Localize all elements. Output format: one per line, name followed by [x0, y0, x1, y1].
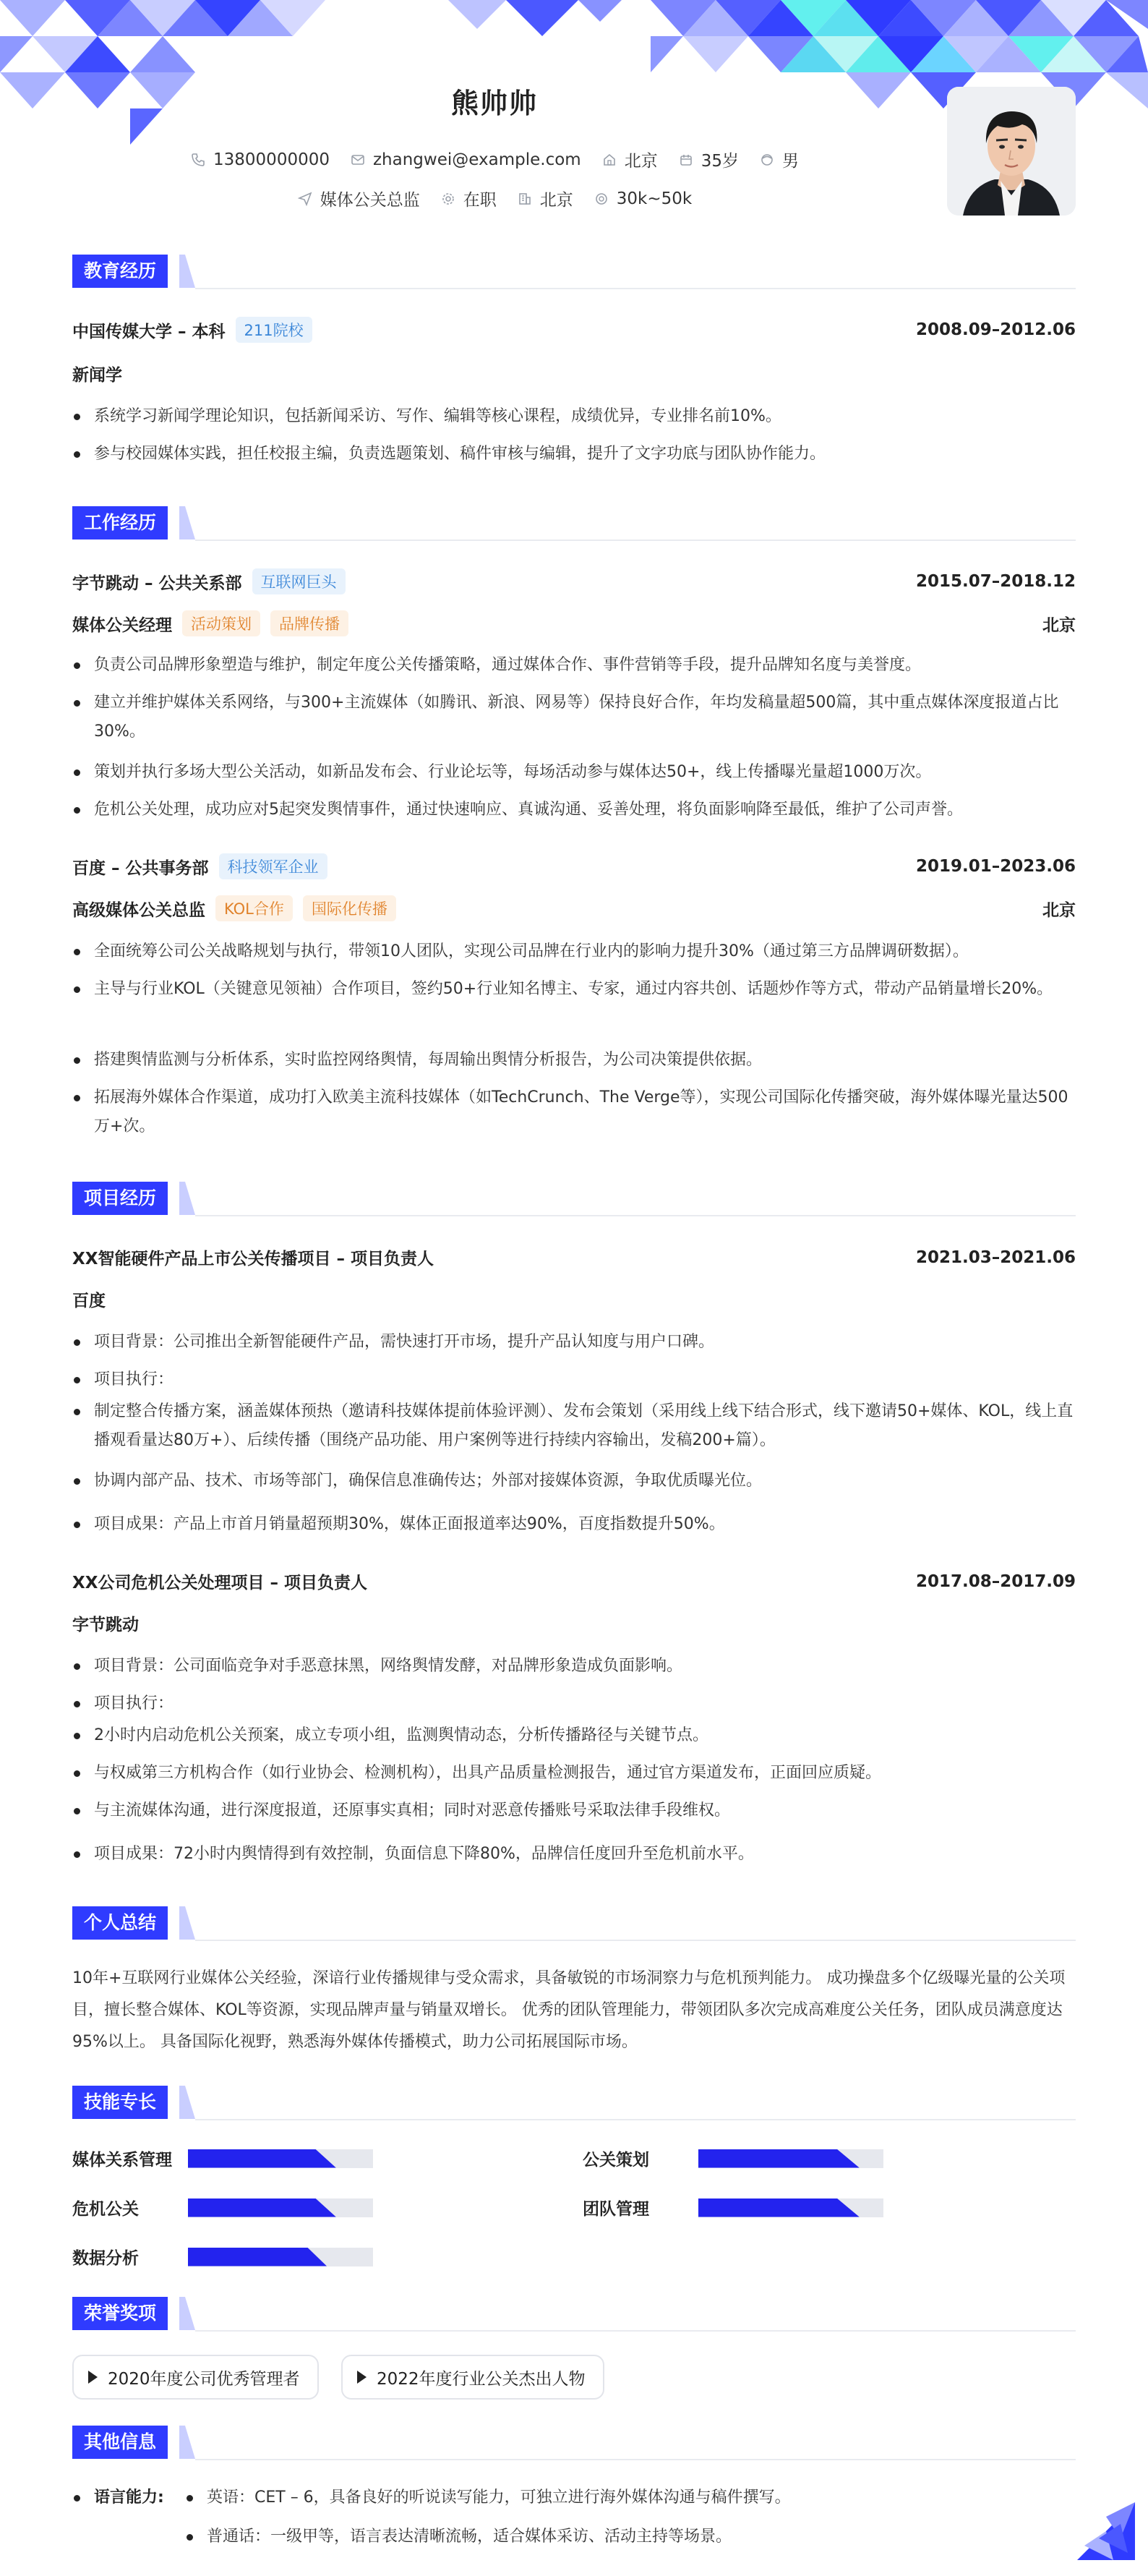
skill-bar-fill	[698, 2149, 860, 2168]
role-tag: 国际化传播	[303, 895, 396, 921]
skill-item	[583, 2196, 883, 2219]
skill-item	[72, 2245, 373, 2269]
honor-text: 2022年度行业公关杰出人物	[377, 2369, 586, 2389]
phone-icon	[190, 152, 206, 168]
list-item: 建立并维护媒体关系网络，与300+主流媒体（如腾讯、新浪、网易等）保持良好合作，年均发稿量超500篇，其中重点媒体深度报道占比30%。	[72, 688, 1076, 746]
section-divider	[195, 1940, 1076, 1941]
skill-item	[72, 2146, 373, 2170]
role-tag: 活动策划	[182, 610, 260, 636]
list-item: 负责公司品牌形象塑造与维护，制定年度公关传播策略，通过媒体合作、事件营销等手段，提升品牌知名度与美誉度。	[72, 651, 1076, 680]
list-item: 策划并执行多场大型公关活动，如新品发布会、行业论坛等，每场活动参与媒体达50+，线上传播曝光量超1000万次。	[72, 758, 1076, 787]
status-info	[440, 187, 497, 210]
age-info	[678, 148, 739, 171]
skill-bar-fill	[698, 2198, 860, 2217]
list-item: 搭建舆情监测与分析体系，实时监控网络舆情，每周输出舆情分析报告，为公司决策提供依据。	[72, 1046, 1076, 1075]
position-info	[297, 187, 420, 210]
language-label: 语言能力:	[94, 2488, 164, 2507]
work-1-header	[72, 568, 1076, 594]
list-item: 危机公关处理，成功应对5起突发舆情事件，通过快速响应、真诚沟通、妥善处理，将负面影响降至最低，维护了公司声誉。	[72, 796, 1076, 824]
heading-tail-decoration	[179, 1182, 195, 1215]
section-divider	[195, 288, 1076, 289]
project-org: 字节跳动	[72, 1616, 139, 1634]
corner-decoration	[1077, 2502, 1135, 2560]
skill-name: 公关策划	[583, 2151, 649, 2170]
project-date: 2021.03–2021.06	[915, 1248, 1076, 1267]
coin-icon	[594, 191, 609, 207]
honors-heading: 荣誉奖项	[72, 2297, 168, 2330]
honor-badge	[341, 2355, 604, 2400]
work-city: 北京	[1042, 900, 1076, 920]
list-item: 协调内部产品、技术、市场等部门，确保信息准确传达；外部对接媒体资源，争取优质曝光位。	[72, 1467, 1076, 1496]
project-date: 2017.08–2017.09	[915, 1571, 1076, 1591]
company-tag: 科技领军企业	[219, 853, 327, 879]
projects-heading: 项目经历	[72, 1182, 168, 1215]
skill-bar-fill	[188, 2198, 336, 2217]
skill-bar-fill	[188, 2248, 327, 2266]
education-header	[72, 317, 1076, 343]
list-item: 全面统筹公司公关战略规划与执行，带领10人团队，实现公司品牌在行业内的影响力提升30%（通过第三方品牌调研数据）。	[72, 937, 1076, 966]
contact-row	[72, 148, 917, 171]
section-divider	[195, 2459, 1076, 2460]
work-date: 2015.07–2018.12	[915, 572, 1076, 591]
phone-text: 13800000000	[213, 150, 330, 169]
play-icon	[88, 2371, 98, 2384]
list-item: 系统学习新闻学理论知识，包括新闻采访、写作、编辑等核心课程，成绩优异，专业排名前10%。	[72, 402, 1076, 431]
email-info	[350, 150, 581, 169]
email-text: zhangwei@example.com	[372, 150, 581, 169]
skill-item	[583, 2146, 883, 2170]
list-item: 英语：CET – 6，具备良好的听说读写能力，可独立进行海外媒体沟通与稿件撰写。	[185, 2483, 1076, 2512]
list-item: 参与校园媒体实践，担任校报主编，负责选题策划、稿件审核与编辑，提升了文字功底与团队协作能力。	[72, 440, 1076, 469]
education-section-title	[72, 255, 1076, 288]
summary-text: 10年+互联网行业媒体公关经验，深谙行业传播规律与受众需求，具备敏锐的市场洞察力与危机预判能力。 成功操盘多个亿级曝光量的公关项目，擅长整合媒体、KOL等资源，实现品牌声量与销量双增长。 优秀的团队管理能力，带领团队多次完成高难度公关任务，团队成员满意度达95%以上。 具备国际化视野，熟悉海外媒体传播模式，助力公司拓展国际市场。	[72, 1969, 1066, 2051]
company-name: 百度 – 公共事务部	[72, 858, 209, 878]
skill-name: 危机公关	[72, 2200, 139, 2219]
list-item: 项目执行：	[72, 1365, 1076, 1394]
heading-tail-decoration	[179, 2086, 195, 2119]
work-section-title	[72, 506, 1076, 539]
heading-tail-decoration	[179, 2297, 195, 2330]
role-tag: KOL合作	[215, 895, 293, 921]
send-icon	[297, 191, 313, 207]
section-divider	[195, 2330, 1076, 2332]
list-item: 普通话：一级甲等，语言表达清晰流畅，适合媒体采访、活动主持等场景。	[185, 2522, 1076, 2551]
list-item: 主导与行业KOL（关键意见领袖）合作项目，签约50+行业知名博主、专家，通过内容共创、话题炒作等方式，带动产品销量增长20%。	[72, 975, 1076, 1004]
skill-item	[72, 2196, 373, 2219]
heading-tail-decoration	[179, 506, 195, 539]
project-1-org-row	[72, 1287, 1076, 1311]
project-title: XX公司危机公关处理项目 – 项目负责人	[72, 1574, 367, 1592]
skill-bar	[698, 2149, 883, 2168]
section-divider	[195, 539, 1076, 541]
target-city-info	[517, 187, 573, 210]
work-date: 2019.01–2023.06	[915, 857, 1076, 876]
major-row	[72, 362, 1076, 385]
list-item: 与主流媒体沟通，进行深度报道，还原事实真相；同时对恶意传播账号采取法律手段维权。	[72, 1796, 1076, 1825]
salary-info	[594, 189, 692, 208]
list-item: 项目背景：公司推出全新智能硬件产品，需快速打开市场，提升产品认知度与用户口碑。	[72, 1328, 1076, 1357]
list-item: 与权威第三方机构合作（如行业协会、检测机构），出具产品质量检测报告，通过官方渠道发布，正面回应质疑。	[72, 1759, 1076, 1788]
gender-info	[759, 148, 799, 171]
other-heading: 其他信息	[72, 2426, 168, 2459]
position-text: 媒体公关总监	[320, 191, 420, 210]
company-tag: 互联网巨头	[252, 568, 346, 594]
heading-tail-decoration	[179, 2426, 195, 2459]
target-city-text: 北京	[539, 191, 573, 210]
work-2-header	[72, 853, 1076, 879]
city-text: 北京	[624, 152, 658, 171]
list-item: 制定整合传播方案，涵盖媒体预热（邀请科技媒体提前体验评测）、发布会策划（采用线上线下结合形式，线下邀请50+媒体、KOL，线上直播观看量达80万+）、后续传播（围绕产品功能、用户案例等进行持续内容输出，发稿200+篇）。	[72, 1397, 1076, 1455]
profile-photo	[947, 87, 1076, 216]
building-icon	[517, 191, 533, 207]
major-name: 新闻学	[72, 366, 122, 385]
project-title: XX智能硬件产品上市公关传播项目 – 项目负责人	[72, 1250, 434, 1268]
other-section-title	[72, 2426, 1076, 2459]
school-tag: 211院校	[236, 317, 312, 343]
work-2-role	[72, 895, 1076, 921]
skill-bar	[698, 2198, 883, 2217]
calendar-icon	[678, 152, 694, 168]
skill-name: 媒体关系管理	[72, 2151, 172, 2170]
status-text: 在职	[463, 191, 497, 210]
home-icon	[601, 152, 617, 168]
role-tag: 品牌传播	[270, 610, 348, 636]
list-item: 2小时内启动危机公关预案，成立专项小组，监测舆情动态，分析传播路径与关键节点。	[72, 1721, 1076, 1750]
gear-icon	[440, 191, 456, 207]
summary-heading: 个人总结	[72, 1906, 168, 1940]
candidate-name: 熊帅帅	[450, 88, 538, 119]
skill-name: 数据分析	[72, 2249, 139, 2268]
work-heading: 工作经历	[72, 506, 168, 539]
mail-icon	[350, 152, 366, 168]
section-divider	[195, 1215, 1076, 1216]
salary-text: 30k~50k	[616, 189, 693, 208]
project-1-header	[72, 1245, 1076, 1269]
school-name: 中国传媒大学 – 本科	[72, 322, 226, 341]
skill-bar	[188, 2149, 373, 2168]
skills-section-title	[72, 2086, 1076, 2119]
city-info	[601, 148, 658, 171]
age-text: 35岁	[701, 152, 739, 171]
honor-text: 2020年度公司优秀管理者	[108, 2369, 300, 2389]
skill-name: 团队管理	[583, 2200, 649, 2219]
play-icon	[357, 2371, 367, 2384]
gender-text: 男	[781, 152, 799, 171]
phone-info	[190, 150, 330, 169]
skill-bar-fill	[188, 2149, 336, 2168]
avatar	[947, 87, 1076, 216]
company-name: 字节跳动 – 公共关系部	[72, 573, 242, 593]
heading-tail-decoration	[179, 1906, 195, 1940]
project-org: 百度	[72, 1292, 106, 1310]
role-title: 媒体公关经理	[72, 615, 172, 635]
list-item: 项目执行：	[72, 1689, 1076, 1718]
language-label-item	[72, 2483, 188, 2512]
education-heading: 教育经历	[72, 255, 168, 288]
project-2-header	[72, 1569, 1076, 1593]
project-2-org-row	[72, 1611, 1076, 1635]
gender-icon	[759, 152, 775, 168]
list-item: 项目成果：产品上市首月销量超预期30%，媒体正面报道率达90%，百度指数提升50%。	[72, 1510, 1076, 1539]
work-1-role	[72, 610, 1076, 636]
list-item: 项目背景：公司面临竞争对手恶意抹黑，网络舆情发酵，对品牌形象造成负面影响。	[72, 1652, 1076, 1681]
skill-bar	[188, 2248, 373, 2266]
heading-tail-decoration	[179, 255, 195, 288]
honor-badge	[72, 2355, 319, 2400]
summary-section-title	[72, 1906, 1076, 1940]
education-date: 2008.09–2012.06	[915, 320, 1076, 339]
section-divider	[195, 2119, 1076, 2120]
projects-section-title	[72, 1182, 1076, 1215]
skills-heading: 技能专长	[72, 2086, 168, 2119]
list-item: 项目成果：72小时内舆情得到有效控制，负面信息下降80%，品牌信任度回升至危机前水平。	[72, 1840, 1076, 1869]
role-title: 高级媒体公关总监	[72, 900, 205, 920]
work-city: 北京	[1042, 615, 1076, 635]
list-item: 拓展海外媒体合作渠道，成功打入欧美主流科技媒体（如TechCrunch、The Verge等），实现公司国际化传播突破，海外媒体曝光量达500万+次。	[72, 1083, 1076, 1141]
skill-bar	[188, 2198, 373, 2217]
honors-section-title	[72, 2297, 1076, 2330]
intent-row	[72, 187, 917, 210]
